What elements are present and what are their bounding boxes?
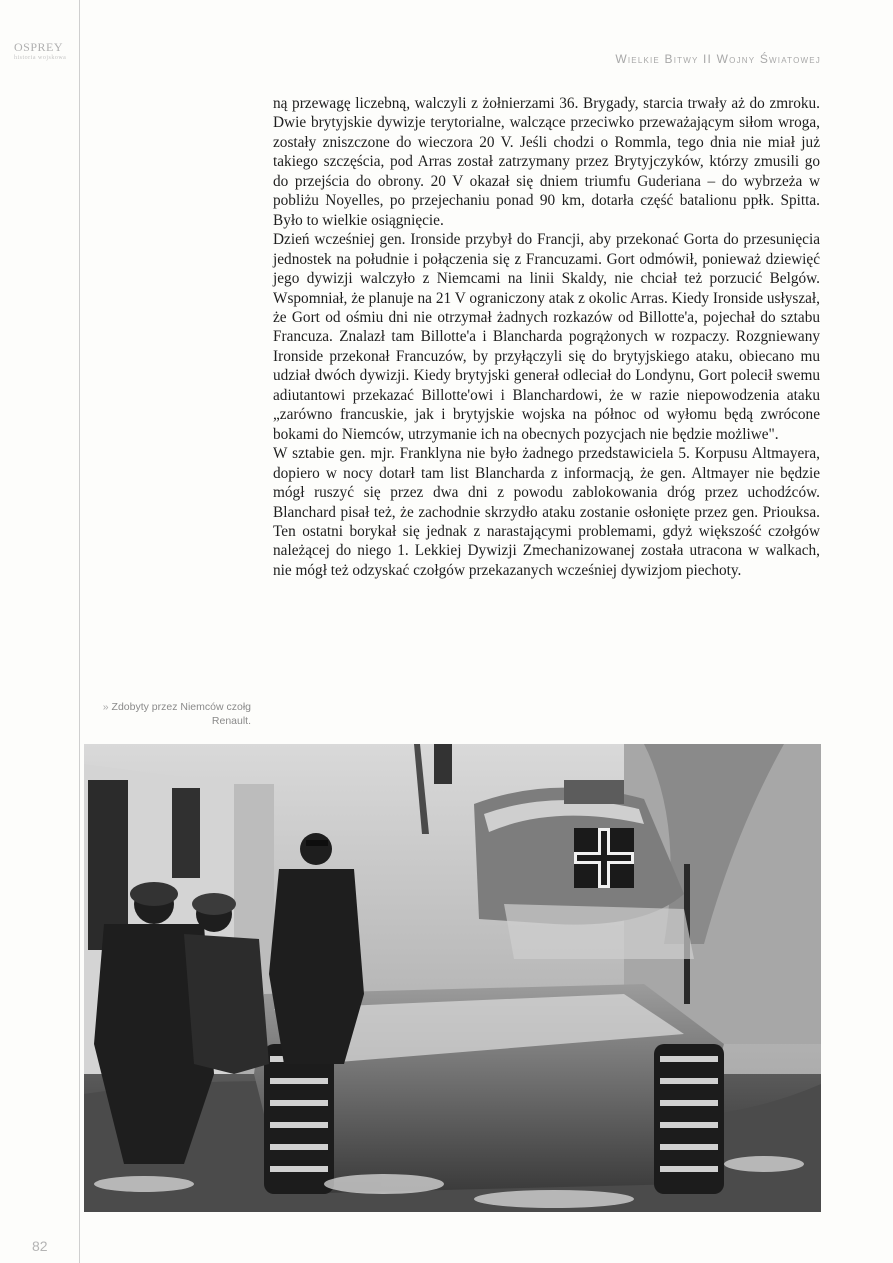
margin-rule	[79, 0, 80, 1263]
running-head	[615, 52, 821, 66]
captured-tank-photo	[84, 744, 821, 1212]
paragraph: W sztabie gen. mjr. Franklyna nie było żadnego przedstawiciela 5. Korpusu Altmayera, dopiero w nocy dotarł tam list Blancharda z informacją, że gen. Altmayer nie będzie mógł ruszyć się przez dwa dni z powodu zablokowania dróg przez uchodźców. Blanchard pisał też, że zachodnie skrzydło ataku zostanie osłonięte przez gen. Priouksa. Ten ostatni borykał się jednak z narastającymi problemami, gdyż większość czołgów należącej do niego 1. Lekkiej Dywizji Zmechanizowanej została utracona w walkach, nie mógł też odzyskać czołgów przekazanych wcześniej dywizjom piechoty.	[273, 445, 820, 579]
caption-bullet: »	[102, 701, 109, 713]
body-text	[273, 94, 820, 580]
caption-text: Zdobyty przez Niemców czołg Renault.	[111, 701, 251, 727]
page-number: 82	[32, 1238, 48, 1254]
photo-illustration	[84, 744, 821, 1212]
paragraph: ną przewagę liczebną, walczyli z żołnierzami 36. Brygady, starcia trwały aż do zmroku. Dwie brytyjskie dywizje terytorialne, walczące przeciwko przeważającym siłom wroga, zostały zniszczone do wieczora 20 V. Jeśli chodzi o Rommla, tego dnia nie miał już takiego szczęścia, pod Arras został zatrzymany przez Brytyjczyków, którzy zmusili go do przejścia do obrony. 20 V okazał się dniem triumfu Guderiana – do wybrzeża w pobliżu Noyelles, po przejechaniu ponad 90 km, dotarła część batalionu ppłk. Spitta. Było to wielkie osiągnięcie.	[273, 95, 820, 229]
publisher-logo	[14, 40, 74, 62]
logo-brand: OSPREY	[14, 40, 64, 54]
paragraph: Dzień wcześniej gen. Ironside przybył do Francji, aby przekonać Gorta do przesunięcia jednostek na południe i połączenia się z Francuzami. Gort odmówił, ponieważ dziewięć jego dywizji walczyło z Niemcami na linii Skaldy, nie chciał też porzucić Belgów. Wspomniał, że planuje na 21 V ograniczony atak z okolic Arras. Kiedy Ironside usłyszał, że Gort od ośmiu dni nie otrzymał żadnych rozkazów od Billotte'a, pojechał do sztabu Francuza. Znalazł tam Billotte'a i Blancharda pogrążonych w rozpaczy. Rozgniewany Ironside przekonał Francuzów, by przyłączyli się do brytyjskiego ataku, obiecano mu udział dwóch dywizji. Kiedy brytyjski generał odleciał do Londynu, Gort polecił swemu adiutantowi przekazać Billotte'owi i Blanchardowi, że w razie niepowodzenia ataku „zarówno francuskie, jak i brytyjskie wojska na północ od wyłomu będą zwrócone bokami do Niemców, utrzymanie ich na obecnych pozycjach nie będzie możliwe".	[273, 231, 820, 443]
photo-caption	[96, 700, 251, 728]
logo-subtitle: historia wojskowa	[14, 55, 67, 61]
series-title: Wielkie Bitwy II Wojny Światowej	[615, 52, 821, 66]
